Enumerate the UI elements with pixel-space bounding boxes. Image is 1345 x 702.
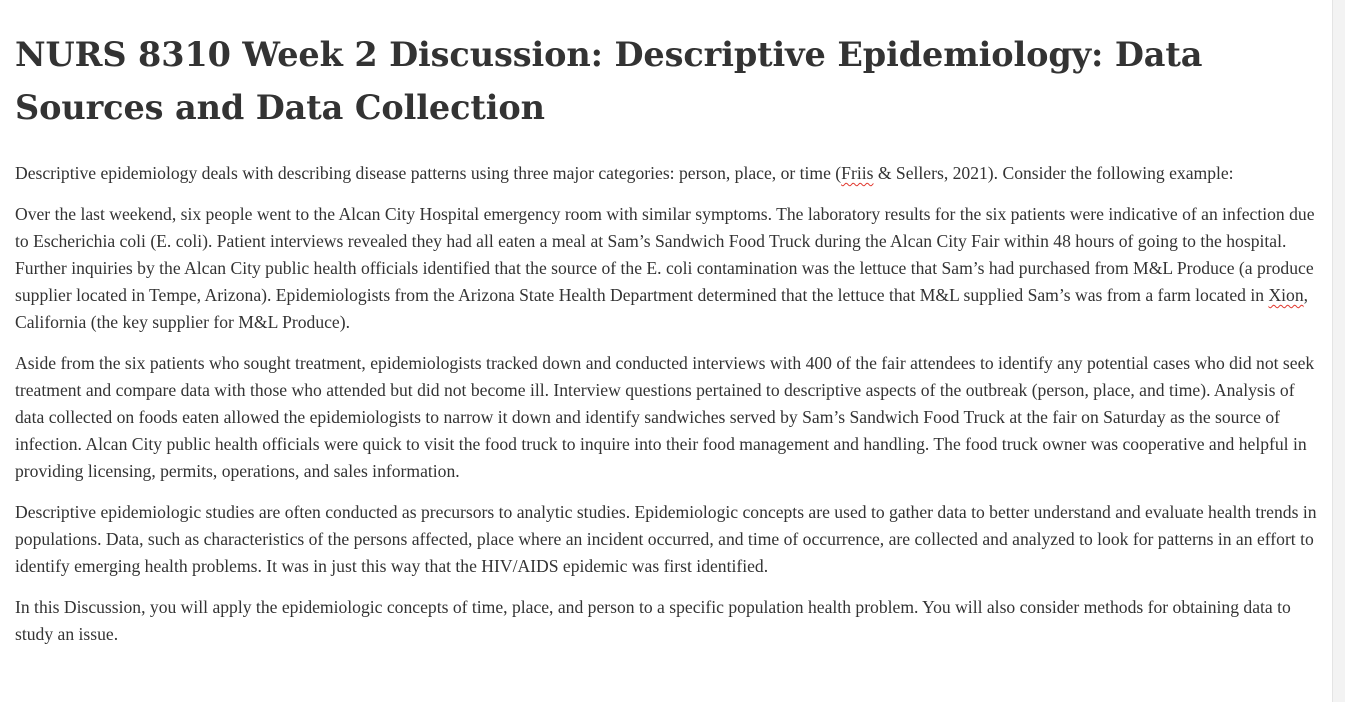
scrollbar-track[interactable] <box>1332 0 1345 702</box>
spellcheck-word-friis: Friis <box>841 163 874 183</box>
investigation-paragraph: Aside from the six patients who sought treatment, epidemiologists tracked down and conducted interviews with 400 of the fair attendees to identify any potential cases who did not seek treatment and compare data with those who attended but did not become ill. Interview questions pertained to descriptive aspects of the outbreak (person, place, and time). Analysis of data collected on foods eaten allowed the epidemiologists to narrow it down and identify sandwiches served by Sam’s Sandwich Food Truck at the fair on Saturday as the source of infection. Alcan City public health officials were quick to visit the food truck to inquire into their food management and handling. The food truck owner was cooperative and helpful in providing licensing, permits, operations, and sales information. <box>15 353 1315 481</box>
intro-text-end: & Sellers, 2021). Consider the following example: <box>873 163 1234 183</box>
scenario-paragraph <box>15 201 1325 336</box>
discussion-paragraph: In this Discussion, you will apply the epidemiologic concepts of time, place, and person to a specific population health problem. You will also consider methods for obtaining data to study an issue. <box>15 597 1291 644</box>
studies-paragraph: Descriptive epidemiologic studies are often conducted as precursors to analytic studies. Epidemiologic concepts are used to gather data to better understand and evaluate health trends in populations. Data, such as characteristics of the persons affected, place where an incident occurred, and time of occurrence, are collected and analyzed to look for patterns in an effort to identify emerging health problems. It was in just this way that the HIV/AIDS epidemic was first identified. <box>15 502 1317 576</box>
article <box>15 28 1325 662</box>
scenario-text-end: , California (the key supplier for M&L Produce). <box>15 285 1309 332</box>
intro-paragraph <box>15 160 1325 187</box>
intro-text-start: Descriptive epidemiology deals with describing disease patterns using three major categories: person, place, or time ( <box>15 163 842 183</box>
spellcheck-word-xion: Xion <box>1268 285 1304 305</box>
scenario-text-start: Over the last weekend, six people went to the Alcan City Hospital emergency room with similar symptoms. The laboratory results for the six patients were indicative of an infection due to Escherichia coli (E. coli). Patient interviews revealed they had all eaten a meal at Sam’s Sandwich Food Truck during the Alcan City Fair within 48 hours of going to the hospital. Further inquiries by the Alcan City public health officials identified that the source of the E. coli contamination was the lettuce that Sam’s had purchased from M&L Produce (a produce supplier located in Tempe, Arizona). Epidemiologists from the Arizona State Health Department determined that the lettuce that M&L supplied Sam’s was from a farm located in <box>15 204 1315 305</box>
page-title: NURS 8310 Week 2 Discussion: Descriptive Epidemiology: Data Sources and Data Collection <box>15 35 1203 127</box>
